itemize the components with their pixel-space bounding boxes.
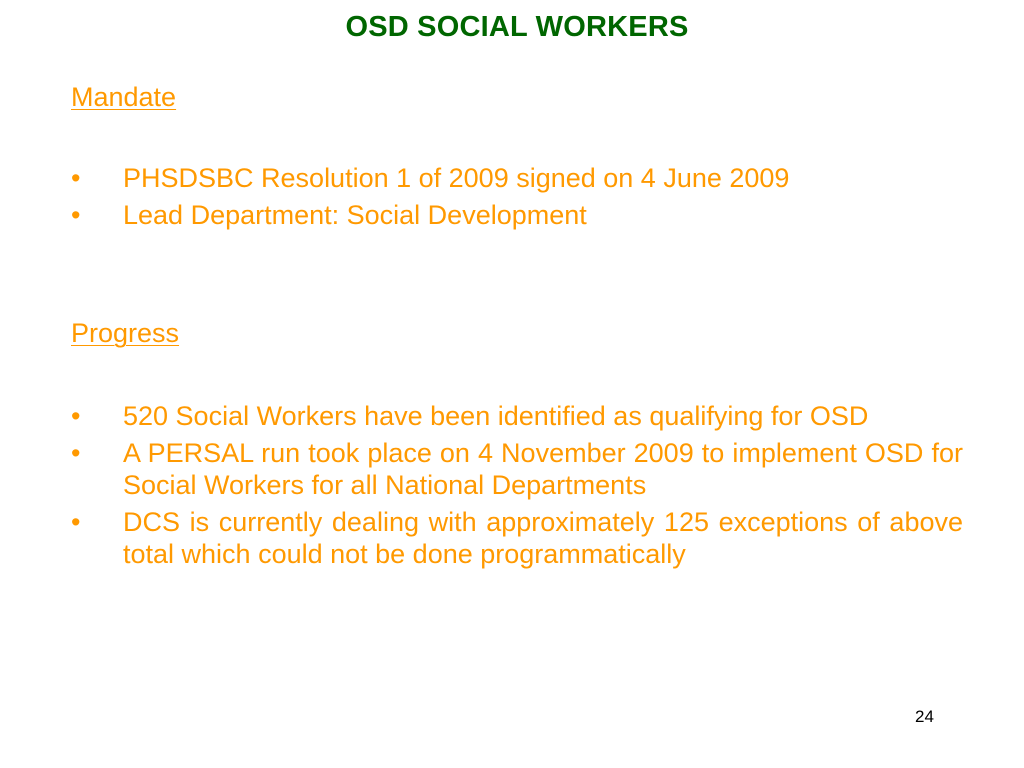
page-number: 24 xyxy=(915,707,934,726)
mandate-heading: Mandate xyxy=(71,82,177,112)
bullet-icon: • xyxy=(71,438,81,468)
mandate-bullet-list xyxy=(71,162,963,236)
progress-bullet-text: 520 Social Workers have been identified as qualifying for OSD xyxy=(123,401,869,431)
bullet-icon: • xyxy=(71,507,81,537)
progress-bullet-item xyxy=(71,400,963,432)
mandate-bullet-text: Lead Department: Social Development xyxy=(123,200,587,230)
progress-bullet-item xyxy=(71,506,963,570)
bullet-icon: • xyxy=(71,163,81,193)
mandate-bullet-item xyxy=(71,162,963,194)
bullet-icon: • xyxy=(71,200,81,230)
progress-heading: Progress xyxy=(71,318,180,348)
progress-bullet-text: A PERSAL run took place on 4 November 2009 to implement OSD for Social Workers for all National Departments xyxy=(123,438,963,500)
progress-bullet-text: DCS is currently dealing with approximately 125 exceptions of above total which could not be done programmatically xyxy=(123,507,963,569)
progress-bullet-list xyxy=(71,400,963,575)
slide-title: OSD SOCIAL WORKERS xyxy=(345,11,689,43)
progress-bullet-item xyxy=(71,437,963,501)
bullet-icon: • xyxy=(71,401,81,431)
mandate-bullet-item xyxy=(71,199,963,231)
mandate-bullet-text: PHSDSBC Resolution 1 of 2009 signed on 4 June 2009 xyxy=(123,163,790,193)
